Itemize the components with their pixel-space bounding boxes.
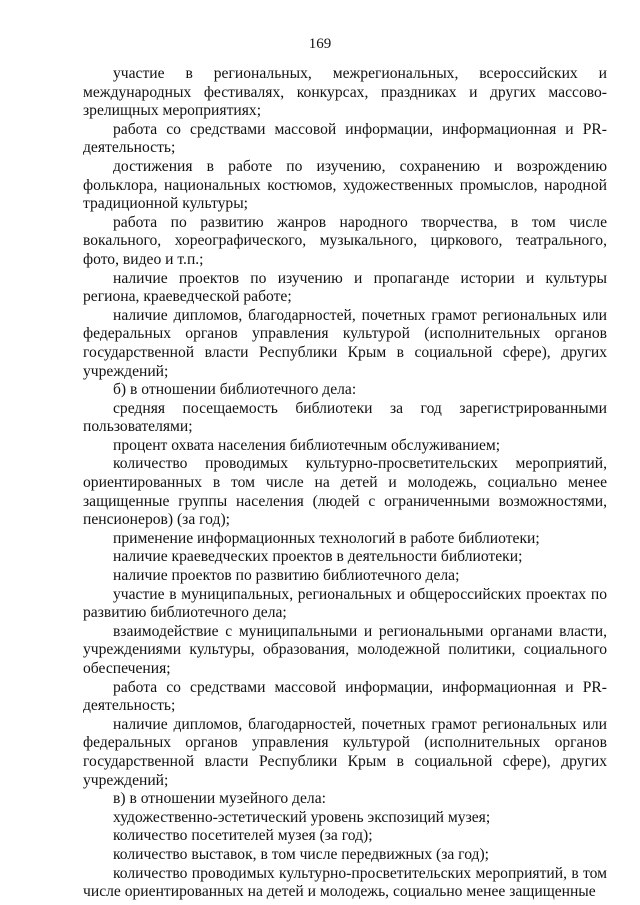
paragraph: наличие дипломов, благодарностей, почетных грамот региональных или федеральных органов управления культурой (исполнительных органов государственной власти Республики Крым в социальной сфере), других учреждений; — [83, 306, 607, 380]
paragraph: работа со средствами массовой информации, информационная и PR-деятельность; — [83, 120, 607, 157]
section-heading: б) в отношении библиотечного дела: — [113, 381, 357, 399]
paragraph: количество посетителей музея (за год); — [113, 827, 373, 845]
paragraph: художественно-эстетический уровень экспозиций музея; — [113, 808, 491, 826]
paragraph: работа по развитию жанров народного творчества, в том числе вокального, хореографического, музыкального, циркового, театрального, фото, видео и т.п.; — [83, 213, 607, 268]
paragraph: количество проводимых культурно-просветительских мероприятий, ориентированных в том числе на детей и молодежь, социально менее защищенные группы населения (людей с ограниченными возможностями, пенсионеров) (за год); — [83, 455, 607, 529]
page-number: 169 — [308, 36, 332, 52]
paragraph: участие в муниципальных, региональных и общероссийских проектах по развитию библиотечного дела; — [83, 585, 607, 622]
paragraph: количество выставок, в том числе передвижных (за год); — [113, 845, 490, 863]
paragraph: наличие краеведческих проектов в деятельности библиотеки; — [113, 548, 523, 566]
document-body — [83, 65, 607, 902]
paragraph: работа со средствами массовой информации, информационная и PR-деятельность; — [83, 678, 607, 715]
paragraph: наличие проектов по изучению и пропаганде истории и культуры региона, краеведческой работе; — [83, 269, 607, 306]
paragraph: взаимодействие с муниципальными и региональными органами власти, учреждениями культуры, образования, молодежной политики, социального обеспечения; — [83, 622, 607, 677]
paragraph: количество проводимых культурно-просветительских мероприятий, в том числе ориентированных на детей и молодежь, социально менее защищенные — [83, 864, 607, 901]
paragraph: участие в региональных, межрегиональных, всероссийских и международных фестивалях, конкурсах, праздниках и других массово-зрелищных мероприятиях; — [83, 65, 607, 120]
paragraph: наличие дипломов, благодарностей, почетных грамот региональных или федеральных органов управления культурой (исполнительных органов государственной власти Республики Крым в социальной сфере), других учреждений; — [83, 715, 607, 789]
paragraph: процент охвата населения библиотечным обслуживанием; — [113, 436, 501, 454]
paragraph: наличие проектов по развитию библиотечного дела; — [113, 567, 460, 585]
paragraph: средняя посещаемость библиотеки за год зарегистрированными пользователями; — [83, 399, 607, 436]
paragraph: применение информационных технологий в работе библиотеки; — [113, 529, 540, 547]
section-heading: в) в отношении музейного дела: — [113, 790, 326, 808]
paragraph: достижения в работе по изучению, сохранению и возрождению фольклора, национальных костюмов, художественных промыслов, народной традиционной культуры; — [83, 157, 607, 213]
